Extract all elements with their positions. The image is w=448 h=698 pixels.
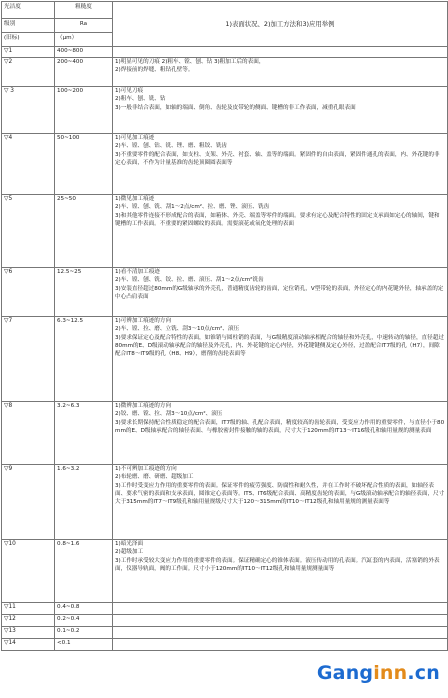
header-ra-unit-cell	[55, 33, 113, 47]
grade-cell: ▽8	[2, 402, 55, 465]
ra-cell: 1.6~3.2	[55, 465, 113, 540]
description-cell	[113, 317, 448, 402]
header-description-cell	[113, 2, 448, 47]
ra-cell: 400~800	[55, 47, 113, 58]
description-cell	[113, 87, 448, 134]
grade-cell: ▽5	[2, 195, 55, 268]
description-line: 1)看不清加工痕迹	[115, 269, 160, 275]
description-line: 3)工作时承受较大变应力作用的重要零件的表面。保证精确定心的锥体表面。液压传动用的孔表面。汽缸套的内表面，活塞销的外表面，仪器导轨面，阀的工作面。尺寸小于120mm的IT10～IT12级孔和轴用量规测量面等	[115, 557, 440, 572]
table-row	[2, 615, 448, 627]
description-cell	[113, 402, 448, 465]
description-cell	[113, 639, 448, 651]
ra-cell: 12.5~25	[55, 268, 113, 317]
description-line: 3)要求长期保持配合性质稳定的配合表面，IT7级的轴、孔配合表面，精度较高的齿轮表面，受变应力作用的重要零件，与直径小于80mm的E、D级轴承配合的轴径表面、与橡胶密封件接触的轴的表面，尺寸大于120mm的IT13～IT16级孔和轴用量规的测量表面	[115, 419, 445, 434]
header-ra-symbol: Ra	[79, 21, 88, 27]
table-row	[2, 639, 448, 651]
table-row	[2, 134, 448, 195]
description-line: 3)工作时受变应力作用的重要零件的表面。保证零件的疲劳强度、防腐性和耐久性，并在工作时不破坏配合性质的表面，如轴径表面、要求气密的表面和支承表面，圆锥定心表面等。IT5、IT6级配合表面、高精度齿轮的表面，与G级滚动轴承配合的轴径表面，尺寸大于315mm的IT7～IT9级孔和轴用量规级尺寸大于120～315mm的IT10～IT12级孔和轴用量规的测量表面等	[115, 482, 445, 506]
description-line: 1)微见加工痕迹	[115, 196, 155, 202]
watermark-part-2: inn	[373, 662, 408, 684]
description-line: 2)车、镗、刨、铣、刮1～2点/cm²、拉、磨、锉、滚压、铣齿	[115, 204, 270, 211]
grade-cell: ▽7	[2, 317, 55, 402]
header-row	[2, 2, 448, 19]
grade-cell: ▽4	[2, 134, 55, 195]
grade-cell: ▽10	[2, 540, 55, 603]
description-line: 1)不可辨加工痕迹的方向	[115, 466, 177, 472]
grade-cell: ▽14	[2, 639, 55, 651]
grade-cell: ▽ 3	[2, 87, 55, 134]
description-cell	[113, 465, 448, 540]
description-line: 1)微辨加工痕迹的方向	[115, 403, 172, 409]
table-row	[2, 317, 448, 402]
description-cell	[113, 47, 448, 58]
grade-cell: ▽11	[2, 603, 55, 615]
ra-cell: 0.4~0.8	[55, 603, 113, 615]
description-line: 2)布轮磨、磨、研磨、超级加工	[115, 474, 194, 481]
description-line: 1)暗光泽面	[115, 541, 144, 547]
table-row	[2, 47, 448, 58]
ra-cell: 0.1~0.2	[55, 627, 113, 639]
description-cell	[113, 627, 448, 639]
table-row	[2, 195, 448, 268]
description-line: 3)和其他零件连接不形成配合的表面，如箱体、外壳、端盖等零件的端面。要求有定心及配合特性的固定支承面如定心的轴间，键和键槽的工作表面。不重要的紧固螺纹的表面。需要滚花或氧化处理的表面	[115, 212, 440, 227]
description-line: 1)明显可见的刀痕 2)粗车、镗、刨、钻 3)粗加工后的表面，	[115, 59, 265, 65]
ra-cell: 3.2~6.3	[55, 402, 113, 465]
roughness-table	[1, 1, 448, 651]
grade-cell: ▽6	[2, 268, 55, 317]
description-line: 3)要求保证定心及配合特性的表面，如锥销与圆柱销的表面，与G级精度滚动轴承相配合的轴径和外壳孔，中速转动的轴径，直径超过80mm的E、D级滚动轴承配合的轴径及外壳孔，内、外花键的定心内径，外花键键侧及定心外径，过盈配合IT7级的孔（H7），间隙配合IT8～IT9级的孔（H8、H9），磨削的齿轮表面等	[115, 334, 444, 358]
grade-cell: ▽1	[2, 47, 55, 58]
grade-cell: ▽9	[2, 465, 55, 540]
grade-cell: ▽12	[2, 615, 55, 627]
header-ra-title: 粗糙度	[75, 4, 92, 10]
table-row	[2, 87, 448, 134]
description-line: 2)车、镗、刨、钻、铣、锉、磨、粗铰、铣齿	[115, 143, 228, 150]
header-ra-cell	[55, 2, 113, 19]
watermark-part-3: .cn	[407, 662, 440, 684]
table-row	[2, 465, 448, 540]
watermark-logo	[317, 662, 440, 684]
ra-cell: 0.8~1.6	[55, 540, 113, 603]
description-line: 2)铰、磨、镗、拉、刮3～10点/cm²、滚压	[115, 411, 223, 418]
description-line: 3)安装直径超过80mm的G级轴承的外壳孔，普通精度齿轮的齿面，定位销孔，V型带轮的表面，外径定心的内花键外径，轴承盖的定中心凸肩表面	[115, 285, 444, 300]
ra-cell: 100~200	[55, 87, 113, 134]
header-grade-sub-cell	[2, 19, 55, 33]
description-line: 2)超级加工	[115, 549, 144, 556]
description-cell	[113, 268, 448, 317]
header-grade-old-label: (旧标)	[4, 35, 20, 41]
description-cell	[113, 540, 448, 603]
description-line: 2)车、镗、刨、铣、铰、拉、磨、滚压、刮1～2点/cm²铣齿	[115, 277, 264, 284]
description-cell	[113, 58, 448, 87]
description-cell	[113, 134, 448, 195]
description-cell	[113, 603, 448, 615]
table-row	[2, 540, 448, 603]
description-line: 1)可辨加工痕迹的方向	[115, 318, 172, 324]
description-line: 1)可见加工痕迹	[115, 135, 155, 141]
description-line: 2)车、镗、拉、磨、立铣、刮3～10点/cm²、滚压	[115, 326, 240, 333]
description-line: 1)可见刀痕	[115, 88, 144, 94]
description-cell	[113, 615, 448, 627]
description-line: 2)焊接前的焊缝、粗钻孔壁等。	[115, 67, 194, 74]
description-line: 2)粗车、刨、铣、钻	[115, 96, 166, 103]
grade-cell: ▽13	[2, 627, 55, 639]
description-line: 3)一般非结合表面，如轴的端面、倒角、齿轮及皮带轮的侧面、键槽的非工作表面，减重孔眼表面	[115, 104, 356, 111]
header-grade-old-cell	[2, 33, 55, 47]
ra-cell: 50~100	[55, 134, 113, 195]
table-row	[2, 58, 448, 87]
table-row	[2, 627, 448, 639]
ra-cell: 25~50	[55, 195, 113, 268]
table-row	[2, 603, 448, 615]
header-ra-unit: （μm）	[57, 35, 78, 41]
header-grade-title: 光洁度	[4, 4, 21, 10]
table-row	[2, 268, 448, 317]
ra-cell: 0.2~0.4	[55, 615, 113, 627]
description-cell	[113, 195, 448, 268]
ra-cell: 200~400	[55, 58, 113, 87]
header-grade-subtitle: 级别	[4, 21, 16, 27]
ra-cell: <0.1	[55, 639, 113, 651]
grade-cell: ▽2	[2, 58, 55, 87]
header-description-title: 1)表面状况、2)加工方法和3)应用举例	[225, 20, 335, 29]
table-row	[2, 402, 448, 465]
header-grade-cell	[2, 2, 55, 19]
ra-cell: 6.3~12.5	[55, 317, 113, 402]
header-ra-sub-cell	[55, 19, 113, 33]
watermark-part-1: Gang	[316, 662, 374, 684]
description-line: 3)不重要零件的配合表面，如支柱、支架、外壳、衬套、轴、盖等的端面。紧固件的自由表面，紧固件通孔的表面，内、外花键的非定心表面，不作为计量基准的齿轮顶圈圆表面等	[115, 151, 440, 166]
